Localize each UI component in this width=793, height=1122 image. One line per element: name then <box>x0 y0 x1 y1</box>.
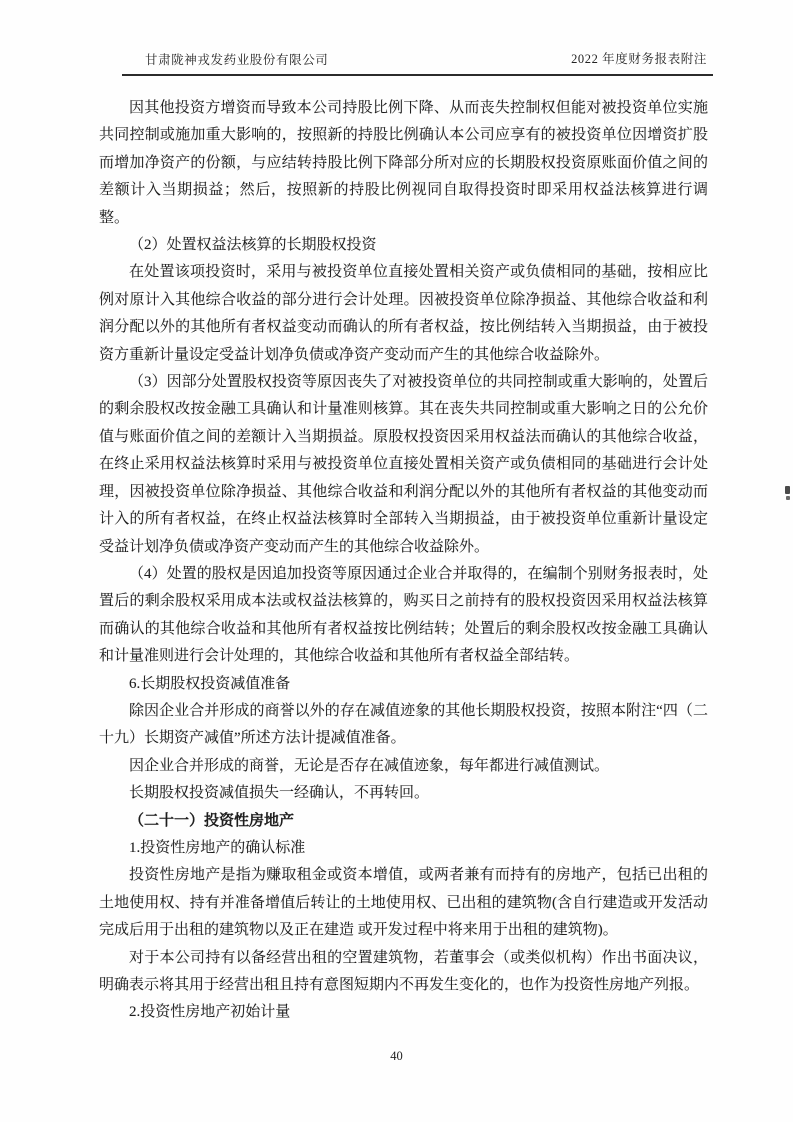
paragraph-impairment-no-reversal: 长期股权投资减值损失一经确认，不再转回。 <box>129 785 430 802</box>
page-number: 40 <box>390 1049 403 1063</box>
heading-initial-measurement: 2.投资性房地产初始计量 <box>129 1004 291 1021</box>
header-rule <box>122 74 713 76</box>
header-report-title: 2022 年度财务报表附注 <box>571 52 707 66</box>
heading-recognition-criteria: 1.投资性房地产的确认标准 <box>129 839 306 856</box>
paragraph-goodwill-test: 因企业合并形成的商誉，无论是否存在减值迹象，每年都进行减值测试。 <box>129 757 610 774</box>
paragraph-investment-property-def: 投资性房地产是指为赚取租金或资本增值，或两者兼有而持有的房地产，包括已出租的土地使用权、持有并准备增值后转让的土地使用权、已出租的建筑物(含自行建造或开发活动完成后用于出租的建筑物以及正在建造 或开发过程中将来用于出租的建筑物)。 <box>99 867 708 939</box>
header-company-name: 甘肃陇神戎发药业股份有限公司 <box>145 53 329 67</box>
scan-artifact <box>785 486 790 494</box>
paragraph-vacant-building: 对于本公司持有以备经营出租的空置建筑物，若董事会（或类似机构）作出书面决议，明确表示将其用于经营出租且持有意图短期内不再发生变化的，也作为投资性房地产列报。 <box>99 949 708 993</box>
heading-impairment-provision: 6.长期股权投资减值准备 <box>129 675 291 692</box>
document-body <box>99 95 708 1027</box>
paragraph-impairment-method: 除因企业合并形成的商誉以外的存在减值迹象的其他长期股权投资，按照本附注“四（二十九）长期资产减值”所述方法计提减值准备。 <box>99 702 708 747</box>
scan-artifact <box>786 496 790 500</box>
paragraph-disposal-treatment: 在处置该项投资时，采用与被投资单位直接处置相关资产或负债相同的基础，按相应比例对原计入其他综合收益的部分进行会计处理。因被投资单位除净损益、其他综合收益和利润分配以外的其他所有者权益变动而确认的所有者权益，按比例结转入当期损益，由于被投资方重新计量设定受益计划净负债或净资产变动而产生的其他综合收益除外。 <box>99 264 708 363</box>
paragraph-equity-dilution: 因其他投资方增资而导致本公司持股比例下降、从而丧失控制权但能对被投资单位实施共同控制或施加重大影响的，按照新的持股比例确认本公司应享有的被投资单位因增资扩股而增加净资产的份额，与应结转持股比例下降部分所对应的长期股权投资原账面价值之间的差额计入当期损益；然后，按照新的持股比例视同自取得投资时即采用权益法核算进行调整。 <box>99 100 708 226</box>
paragraph-partial-disposal: （3）因部分处置股权投资等原因丧失了对被投资单位的共同控制或重大影响的，处置后的剩余股权改按金融工具确认和计量准则核算。其在丧失共同控制或重大影响之日的公允价值与账面价值之间的差额计入当期损益。原股权投资因采用权益法而确认的其他综合收益，在终止采用权益法核算时采用与被投资单位直接处置相关资产或负债相同的基础进行会计处理，因被投资单位除净损益、其他综合收益和利润分配以外的其他所有者权益的其他变动而计入的所有者权益，在终止权益法核算时全部转入当期损益，由于被投资单位重新计量设定受益计划净负债或净资产变动而产生的其他综合收益除外。 <box>99 374 708 555</box>
heading-investment-property: （二十一）投资性房地产 <box>129 812 295 829</box>
paragraph-disposal-via-merger: （4）处置的股权是因追加投资等原因通过企业合并取得的，在编制个别财务报表时，处置后的剩余股权采用成本法或权益法核算的，购买日之前持有的股权投资因采用权益法核算而确认的其他综合收益和其他所有者权益按比例结转；处置后的剩余股权改按金融工具确认和计量准则进行会计处理的，其他综合收益和其他所有者权益全部结转。 <box>99 565 708 665</box>
heading-disposal-equity-method: （2）处置权益法核算的长期股权投资 <box>129 237 377 254</box>
